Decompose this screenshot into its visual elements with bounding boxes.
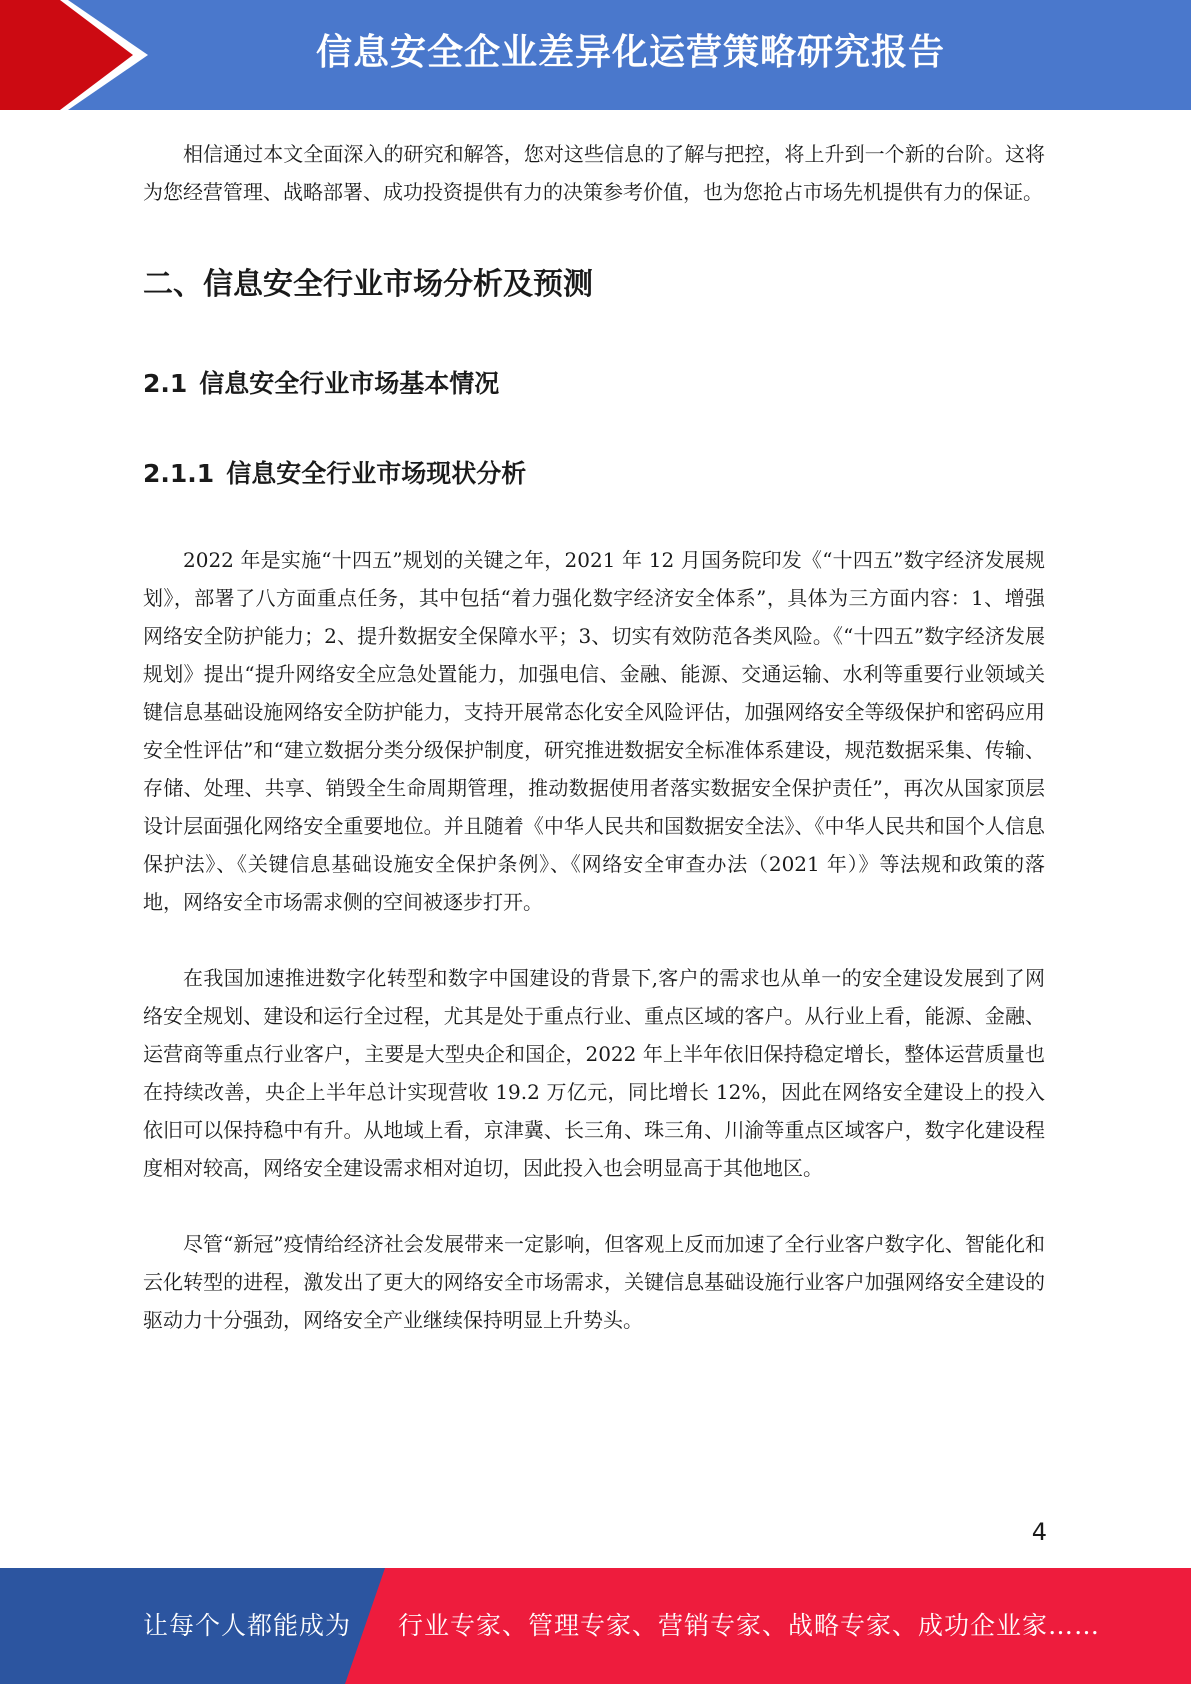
footer-slogan-right: 行业专家、管理专家、营销专家、战略专家、成功企业家…… <box>398 1611 1101 1640</box>
intro-paragraph: 相信通过本文全面深入的研究和解答，您对这些信息的了解与把控，将上升到一个新的台阶。这将为您经营管理、战略部署、成功投资提供有力的决策参考价值，也为您抢占市场先机提供有力的保证。 <box>143 142 1045 204</box>
body-paragraph-1: 2022 年是实施“十四五”规划的关键之年，2021 年 12 月国务院印发《“十四五”数字经济发展规划》，部署了八方面重点任务，其中包括“着力强化数字经济安全体系”，具体为三方面内容：1、增强网络安全防护能力；2、提升数据安全保障水平；3、切实有效防范各类风险。《“十四五”数字经济发展规划》提出“提升网络安全应急处置能力，加强电信、金融、能源、交通运输、水利等重要行业领域关键信息基础设施网络安全防护能力，支持开展常态化安全风险评估，加强网络安全等级保护和密码应用安全性评估”和“建立数据分类分级保护制度，研究推进数据安全标准体系建设，规范数据采集、传输、存储、处理、共享、销毁全生命周期管理，推动数据使用者落实数据安全保护责任”，再次从国家顶层设计层面强化网络安全重要地位。并且随着《中华人民共和国数据安全法》、《中华人民共和国个人信息保护法》、《关键信息基础设施安全保护条例》、《网络安全审查办法（2021 年）》等法规和政策的落地，网络安全市场需求侧的空间被逐步打开。 <box>143 548 1045 914</box>
page-footer <box>0 1568 1191 1684</box>
footer-slogan-left: 让每个人都能成为 <box>143 1611 352 1640</box>
subsection-title: 信息安全行业市场基本情况 <box>199 369 500 398</box>
page-header <box>0 0 1191 110</box>
subsection-number: 2.1 <box>143 369 188 398</box>
body-paragraph-3: 尽管“新冠”疫情给经济社会发展带来一定影响，但客观上反而加速了全行业客户数字化、智能化和云化转型的进程，激发出了更大的网络安全市场需求，关键信息基础设施行业客户加强网络安全建设的驱动力十分强劲，网络安全产业继续保持明显上升势头。 <box>143 1232 1045 1332</box>
subsection-heading <box>143 367 1045 401</box>
report-title: 信息安全企业差异化运营策略研究报告 <box>315 32 945 73</box>
subsubsection-number: 2.1.1 <box>143 459 215 488</box>
section-heading: 二、信息安全行业市场分析及预测 <box>143 267 593 302</box>
subsubsection-heading <box>143 457 1045 491</box>
subsubsection-title: 信息安全行业市场现状分析 <box>226 459 527 488</box>
page-content <box>143 135 1045 1339</box>
page-number: 4 <box>1031 1518 1047 1546</box>
body-paragraph-2: 在我国加速推进数字化转型和数字中国建设的背景下,客户的需求也从单一的安全建设发展到了网络安全规划、建设和运行全过程，尤其是处于重点行业、重点区域的客户。从行业上看，能源、金融、运营商等重点行业客户，主要是大型央企和国企，2022 年上半年依旧保持稳定增长，整体运营质量也在持续改善，央企上半年总计实现营收 19.2 万亿元，同比增长 12%，因此在网络安全建设上的投入依旧可以保持稳中有升。从地域上看，京津冀、长三角、珠三角、川渝等重点区域客户，数字化建设程度相对较高，网络安全建设需求相对迫切，因此投入也会明显高于其他地区。 <box>143 966 1045 1180</box>
